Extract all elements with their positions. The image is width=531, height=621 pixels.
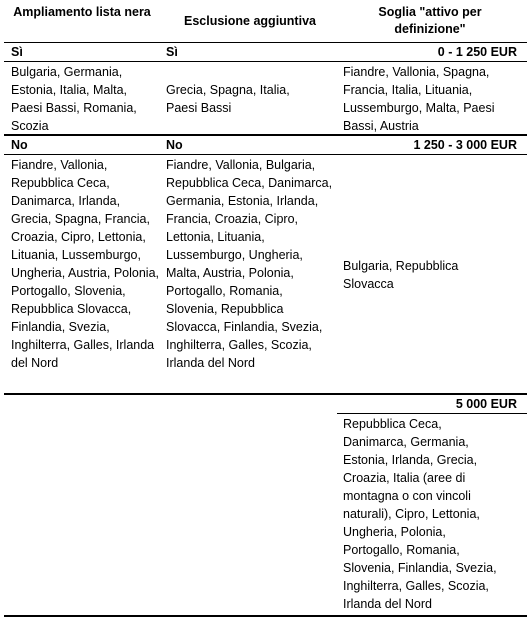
row3-threshold: 5 000 EUR	[455, 397, 517, 411]
row1-col1-countries: Bulgaria, Germania, Estonia, Italia, Malta, Paesi Bassi, Romania, Scozia	[11, 65, 137, 133]
header-col2: Esclusione aggiuntiva	[184, 14, 316, 28]
header-rule	[4, 42, 527, 43]
row1-col2-label: Sì	[166, 45, 178, 59]
header-col1: Ampliamento lista nera	[13, 5, 151, 19]
row2-threshold: 1 250 - 3 000 EUR	[413, 138, 517, 152]
row1-threshold: 0 - 1 250 EUR	[437, 45, 517, 59]
row1-col3-countries: Fiandre, Vallonia, Spagna, Francia, Italia, Lituania, Lussemburgo, Malta, Paesi Bassi, Austria	[343, 65, 495, 133]
row1-label-rule	[4, 61, 527, 62]
row2-col2-label: No	[166, 138, 183, 152]
row2-rule	[4, 393, 527, 395]
row3-col3-countries: Repubblica Ceca, Danimarca, Germania, Estonia, Irlanda, Grecia, Croazia, Italia (aree di montagna o con vincoli naturali), Cipro, Lettonia, Ungheria, Polonia, Portogallo, Romania, Slovenia, Finlandia, Svezia, Inghilterra, Galles, Scozia, Irlanda del Nord	[343, 417, 497, 611]
row2-col2-countries: Fiandre, Vallonia, Bulgaria, Repubblica Ceca, Danimarca, Germania, Estonia, Irlanda, Francia, Croazia, Cipro, Lettonia, Lituania, Lussemburgo, Ungheria, Malta, Austria, Polonia, Portogallo, Romania, Slovenia, Repubblica Slovacca, Finlandia, Svezia, Inghilterra, Galles, Scozia, Irlanda del Nord	[166, 158, 333, 370]
row1-rule	[4, 134, 527, 136]
row3-label-rule	[337, 413, 527, 414]
row2-col1-countries: Fiandre, Vallonia, Repubblica Ceca, Danimarca, Irlanda, Grecia, Spagna, Francia, Croazia, Cipro, Lettonia, Lituania, Lussemburgo, Ungheria, Austria, Polonia, Portogallo, Slovenia, Repubblica Slovacca, Finlandia, Svezia, Inghilterra, Galles, Irlanda del Nord	[11, 158, 160, 370]
row1-col1-label: Sì	[11, 45, 23, 59]
row2-label-rule	[4, 154, 527, 155]
row2-col1-label: No	[11, 138, 28, 152]
row2-col3-countries: Bulgaria, Repubblica Slovacca	[343, 259, 459, 291]
header-col3: Soglia "attivo per definizione"	[378, 5, 482, 36]
bottom-rule	[4, 615, 527, 617]
row1-col2-countries: Grecia, Spagna, Italia, Paesi Bassi	[166, 83, 290, 115]
